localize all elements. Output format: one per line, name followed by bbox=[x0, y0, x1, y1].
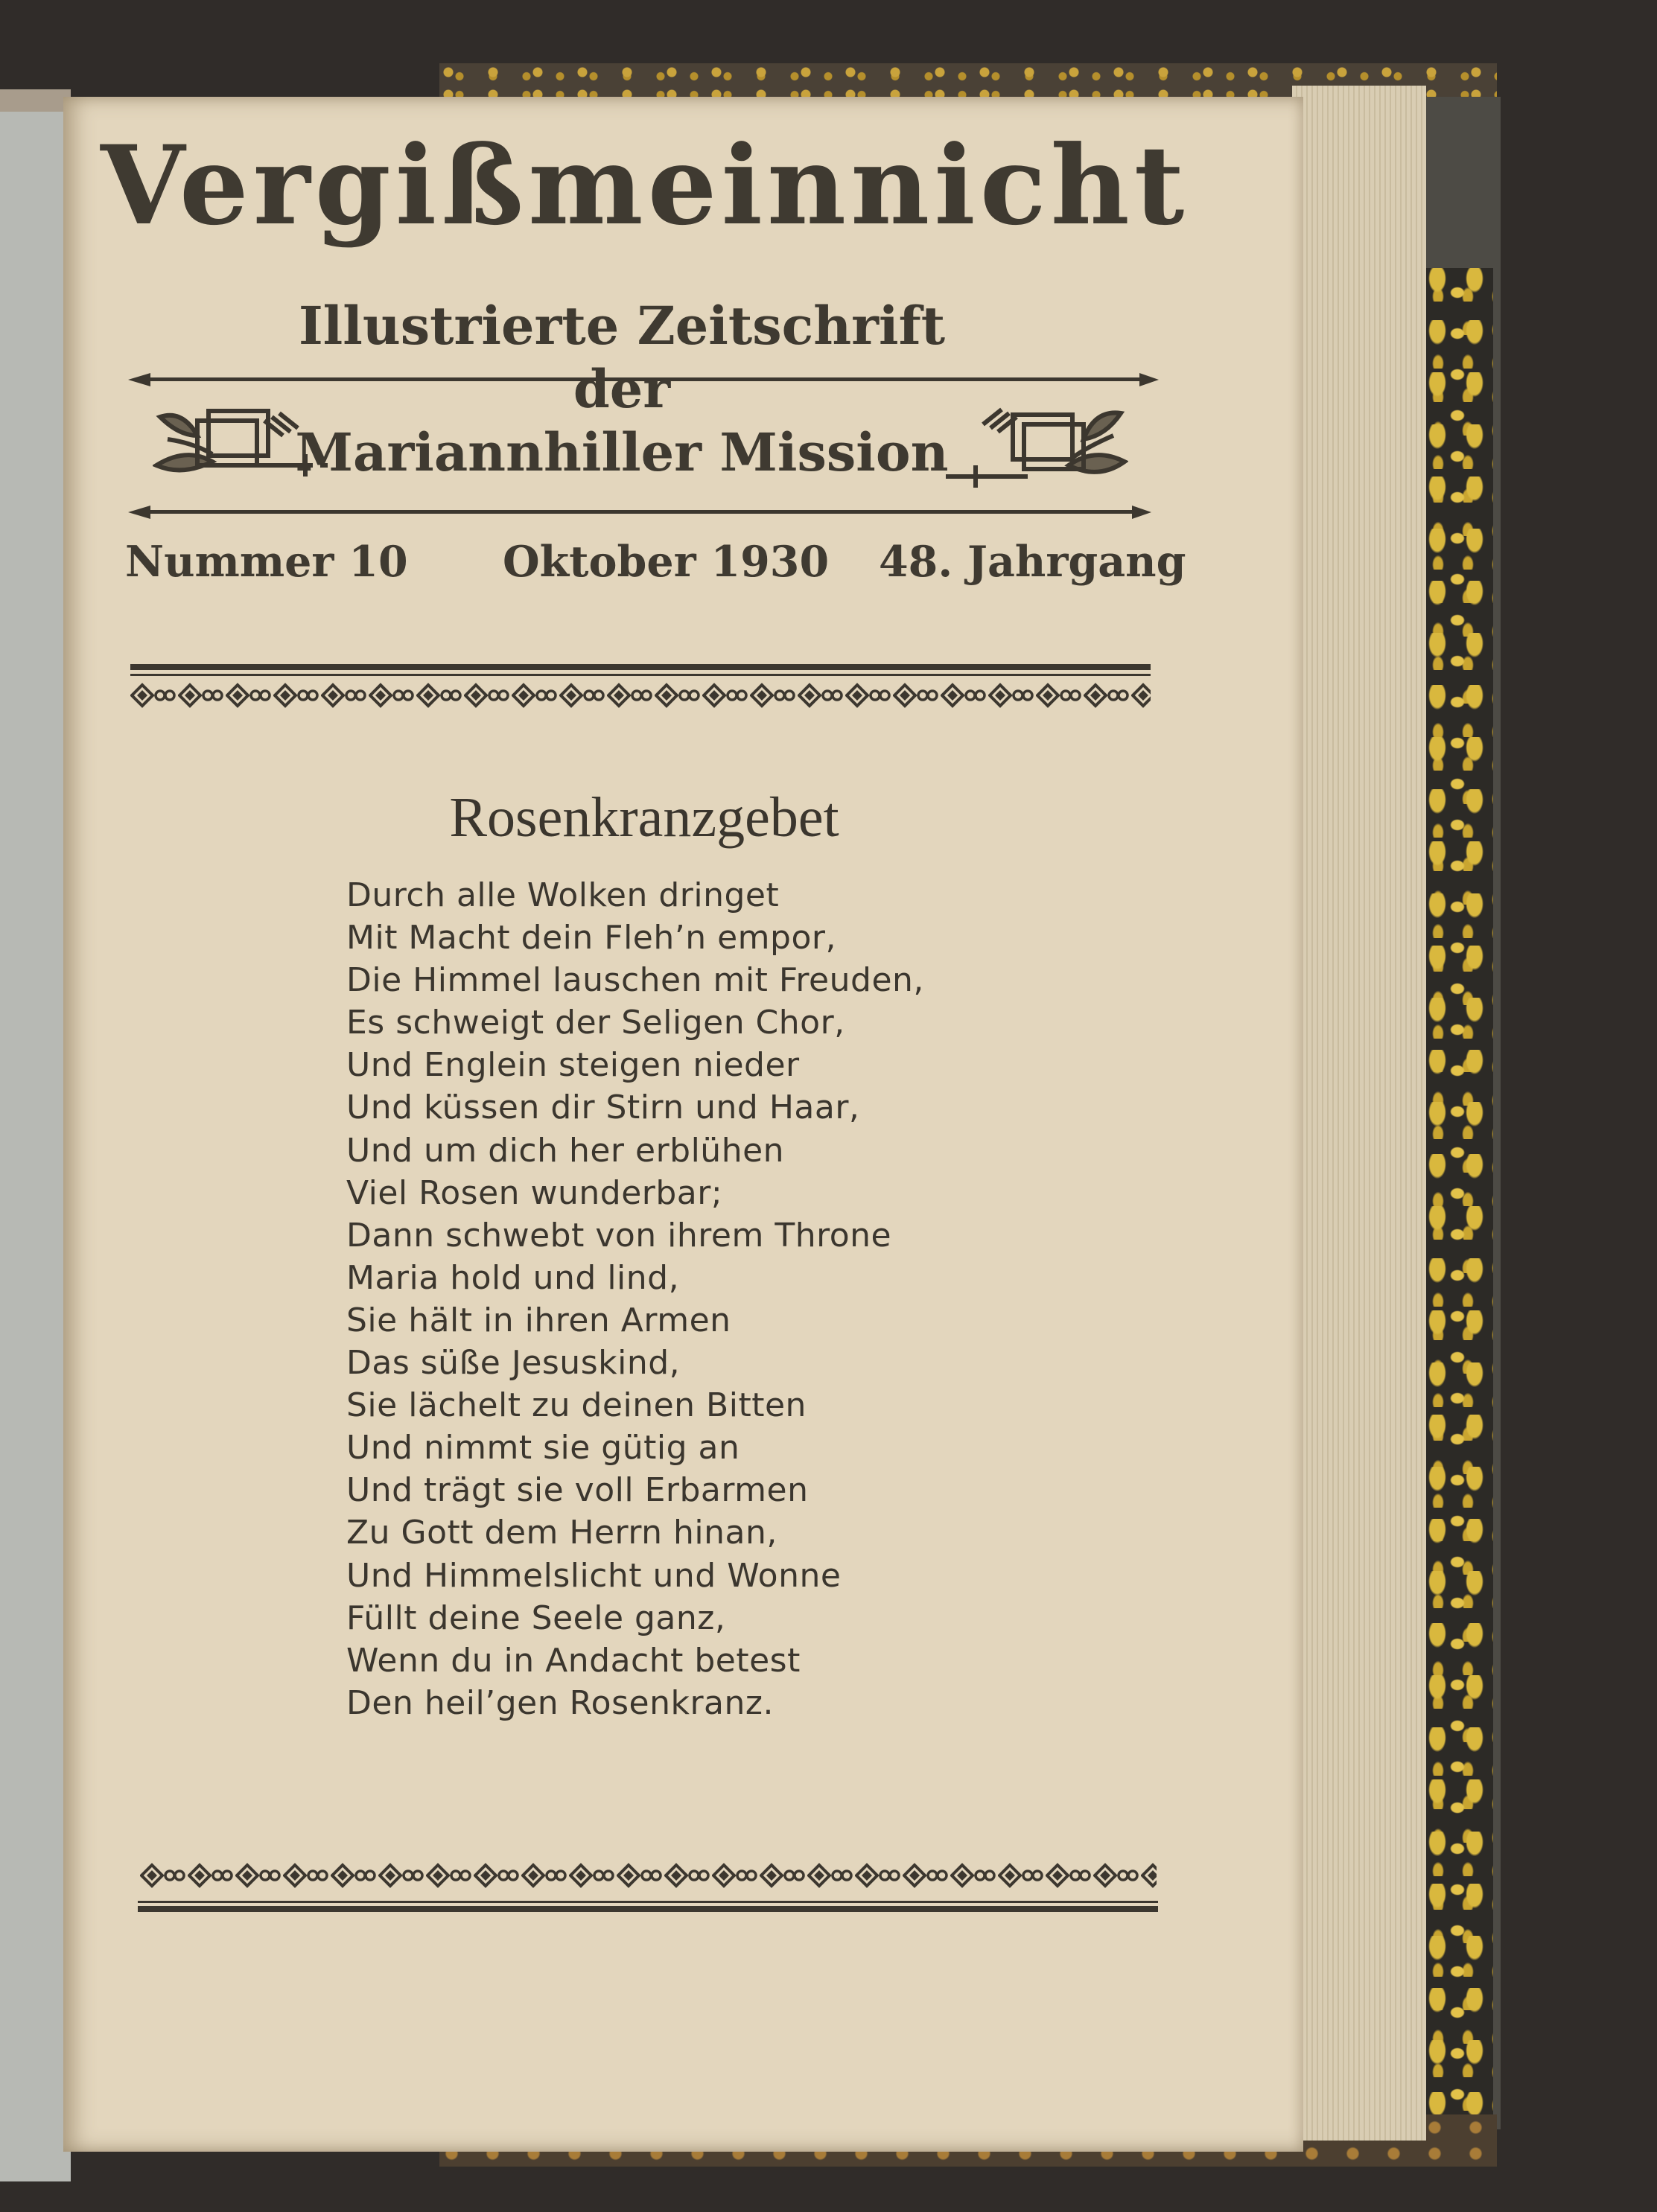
poem-line: Und Englein steigen nieder bbox=[346, 1046, 800, 1085]
poem-line: Zu Gott dem Herrn hinan, bbox=[346, 1514, 777, 1552]
poem-line: Und um dich her erblühen bbox=[346, 1131, 785, 1170]
poem-line: Füllt deine Seele ganz, bbox=[346, 1599, 726, 1637]
poem-line: Wenn du in Andacht betest bbox=[346, 1641, 801, 1680]
poem-line: Und trägt sie voll Erbarmen bbox=[346, 1471, 809, 1510]
top-divider-thin-rule bbox=[130, 674, 1151, 676]
issue-date: Oktober 1930 bbox=[503, 537, 830, 587]
marbled-cover-pattern bbox=[1426, 268, 1493, 2122]
left-branch-ornament-icon bbox=[153, 395, 328, 491]
poem-line: Den heil’gen Rosenkranz. bbox=[346, 1683, 774, 1722]
subtitle-line-2: Mariannhiller Mission bbox=[295, 421, 949, 483]
poem-line: Sie hält in ihren Armen bbox=[346, 1301, 731, 1339]
top-diamond-border bbox=[130, 681, 1151, 710]
masthead-subtitle bbox=[294, 294, 950, 484]
poem-line: Viel Rosen wunderbar; bbox=[346, 1173, 723, 1212]
poem-line: Mit Macht dein Fleh’n empor, bbox=[346, 919, 836, 957]
poem-stanza bbox=[346, 874, 1017, 1724]
poem-line: Maria hold und lind, bbox=[346, 1258, 680, 1297]
issue-volume: 48. Jahrgang bbox=[879, 537, 1186, 587]
poem-line: Und Himmelslicht und Wonne bbox=[346, 1556, 842, 1595]
poem-line: Das süße Jesuskind, bbox=[346, 1344, 681, 1383]
poem-line: Dann schwebt von ihrem Throne bbox=[346, 1216, 892, 1255]
right-branch-ornament-icon bbox=[946, 395, 1128, 495]
bottom-diamond-border bbox=[140, 1861, 1157, 1890]
poem-line: Und nimmt sie gütig an bbox=[346, 1429, 740, 1467]
issue-number: Nummer 10 bbox=[125, 537, 408, 587]
facing-page-left bbox=[0, 112, 71, 2181]
subtitle-line-1: Illustrierte Zeitschrift der bbox=[298, 295, 946, 420]
poem-line: Sie lächelt zu deinen Bitten bbox=[346, 1386, 807, 1425]
left-page-edge-top bbox=[0, 89, 71, 112]
bottom-divider-thick-rule bbox=[138, 1906, 1158, 1912]
top-divider-rule bbox=[130, 664, 1151, 670]
page-stack-edges bbox=[1292, 86, 1426, 2141]
poem-title: Rosenkranzgebet bbox=[449, 786, 839, 849]
masthead-title: Vergißmeinnicht bbox=[101, 122, 1189, 249]
poem-line: Die Himmel lauschen mit Freuden, bbox=[346, 961, 924, 1000]
poem-line: Es schweigt der Seligen Chor, bbox=[346, 1004, 845, 1042]
poem-line: Und küssen dir Stirn und Haar, bbox=[346, 1089, 860, 1127]
poem-line: Durch alle Wolken dringet bbox=[346, 876, 780, 914]
bottom-divider-rule bbox=[138, 1901, 1158, 1903]
